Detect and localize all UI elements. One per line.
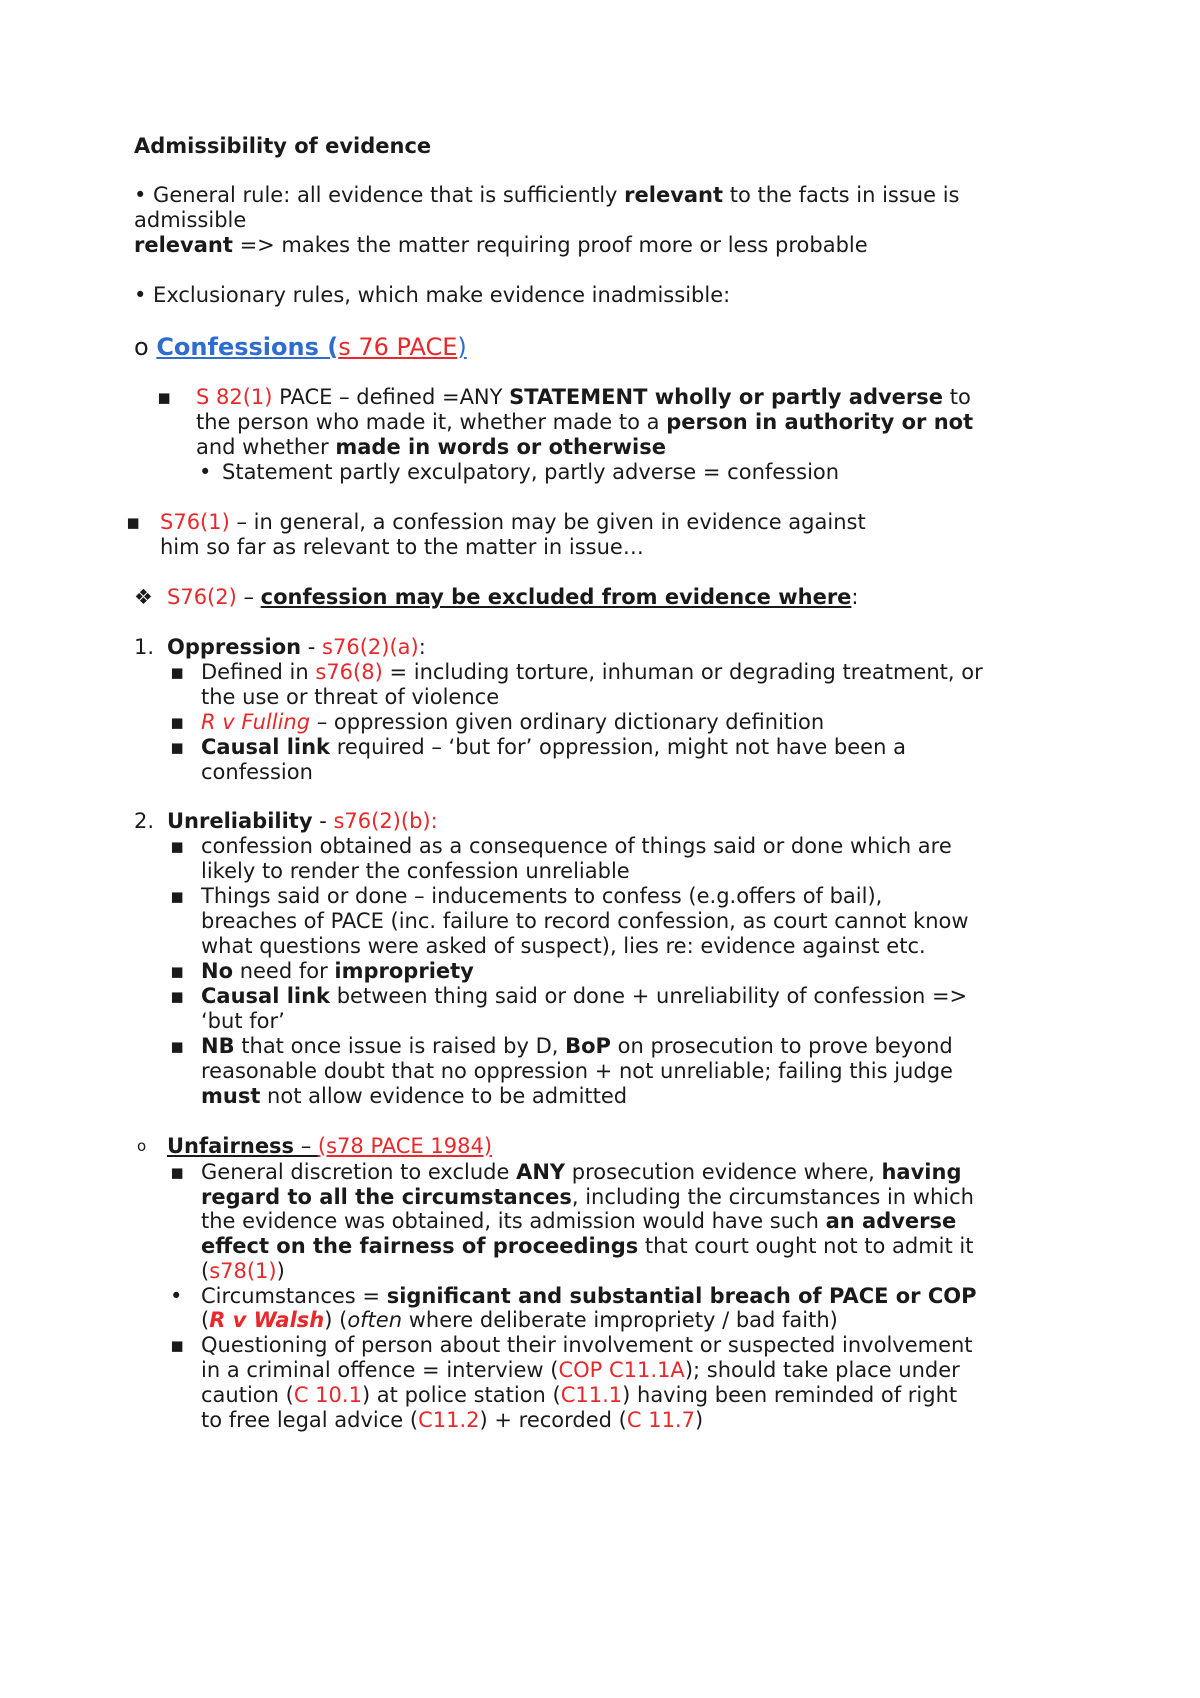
- text-run: that court ought not to admit it: [638, 1234, 974, 1258]
- text-run: -: [301, 635, 323, 659]
- text-run: an adverse: [825, 1209, 957, 1233]
- text-line: [196, 384, 971, 411]
- text-run: PACE – defined =ANY: [272, 385, 510, 409]
- text-run: Circumstances =: [201, 1284, 387, 1308]
- document-title: Admissibility of evidence: [134, 134, 432, 158]
- text-line: [222, 459, 839, 486]
- text-line: [201, 709, 824, 736]
- text-run: (: [201, 1308, 210, 1332]
- text-run: -: [312, 809, 334, 833]
- text-line: [201, 1382, 957, 1409]
- text-run: • Exclusionary rules, which make evidence inadmissible:: [134, 283, 731, 307]
- text-run: COP C11.1A: [558, 1358, 685, 1382]
- text-run: s 76 PACE: [338, 333, 458, 361]
- text-line: [134, 282, 730, 309]
- text-run: STATEMENT wholly or partly adverse: [509, 385, 944, 409]
- text-run: S 82(1): [196, 385, 273, 409]
- bullet-circle-icon: o: [137, 1137, 147, 1155]
- text-run: –: [294, 1134, 318, 1158]
- text-line: [201, 659, 983, 686]
- text-run: breaches of PACE (inc. failure to record confession, as court cannot know: [201, 909, 969, 933]
- bullet-square-icon: ▪: [170, 884, 185, 908]
- text-run: ): [457, 333, 467, 361]
- text-run: NB: [201, 1034, 235, 1058]
- text-run: not allow evidence to be admitted: [260, 1084, 628, 1108]
- text-run: must: [201, 1084, 261, 1108]
- text-run: confession may be excluded from evidence where: [260, 585, 852, 609]
- text-run: ) + recorded (: [479, 1408, 627, 1432]
- text-run: often: [347, 1308, 403, 1332]
- text-run: , including the circumstances in which: [571, 1185, 974, 1209]
- text-run: s78(1): [209, 1259, 277, 1283]
- text-line: [134, 232, 868, 259]
- bullet-square-icon: ▪: [170, 984, 185, 1008]
- text-line: [196, 434, 666, 461]
- text-run: Defined in: [201, 660, 316, 684]
- text-run: impropriety: [334, 959, 474, 983]
- text-run: reasonable doubt that no oppression + not unreliable; failing this judge: [201, 1059, 953, 1083]
- text-run: to: [943, 385, 971, 409]
- text-run: where deliberate impropriety / bad faith): [402, 1308, 838, 1332]
- list-number: 2.: [134, 809, 155, 833]
- text-run: – in general, a confession may be given in evidence against: [229, 510, 866, 534]
- text-run: = including torture, inhuman or degrading treatment, or: [382, 660, 983, 684]
- text-run: Statement partly exculpatory, partly adverse = confession: [222, 460, 840, 484]
- text-run: Causal link: [201, 735, 331, 759]
- text-line: [201, 1033, 953, 1060]
- text-run: o: [134, 333, 157, 361]
- text-run: Unfairness: [167, 1134, 295, 1158]
- text-line: [201, 1233, 973, 1260]
- bullet-square-icon: ▪: [170, 1333, 185, 1357]
- text-run: General discretion to exclude: [201, 1160, 517, 1184]
- text-run: person in authority or not: [666, 410, 974, 434]
- text-run: between thing said or done + unreliability of confession =>: [330, 984, 968, 1008]
- text-run: S76(2): [167, 585, 237, 609]
- text-run: what questions were asked of suspect), lies re: evidence against etc.: [201, 934, 926, 958]
- text-run: Questioning of person about their involvement or suspected involvement: [201, 1333, 973, 1357]
- text-run: C 10.1: [293, 1383, 362, 1407]
- text-run: => makes the matter requiring proof more or less probable: [232, 233, 868, 257]
- text-run: significant and substantial breach of PACE or COP: [386, 1284, 977, 1308]
- text-run: relevant: [134, 233, 233, 257]
- text-line: [167, 634, 426, 661]
- text-run: regard to all the circumstances: [201, 1185, 572, 1209]
- text-run: to the facts in issue is: [723, 183, 960, 207]
- text-line: [201, 1307, 838, 1334]
- text-run: Things said or done – inducements to confess (e.g.offers of bail),: [201, 884, 883, 908]
- text-line: [201, 1283, 977, 1310]
- text-run: ); should take place under: [684, 1358, 960, 1382]
- text-run: ): [694, 1408, 704, 1432]
- text-run: him so far as relevant to the matter in issue…: [160, 535, 644, 559]
- text-run: confession obtained as a consequence of things said or done which are: [201, 834, 952, 858]
- text-line: [196, 409, 973, 436]
- text-run: to free legal advice (: [201, 1408, 419, 1432]
- bullet-square-icon: ▪: [170, 735, 185, 759]
- text-run: s76(8): [315, 660, 383, 684]
- text-run: ) at police station (: [361, 1383, 561, 1407]
- text-run: the use or threat of violence: [201, 685, 500, 709]
- text-run: s76(2)(b):: [333, 809, 438, 833]
- text-run: R v Walsh: [209, 1308, 325, 1332]
- section-heading-confessions: [134, 334, 467, 361]
- text-run: • General rule: all evidence that is sufficiently: [134, 183, 625, 207]
- bullet-square-icon: ▪: [170, 660, 185, 684]
- bullet-square-icon: ▪: [170, 1034, 185, 1058]
- bullet-dot-icon: •: [199, 460, 212, 484]
- text-line: [201, 1184, 974, 1211]
- bullet-dot-icon: •: [170, 1284, 183, 1308]
- text-run: admissible: [134, 208, 247, 232]
- text-line: [167, 1133, 492, 1160]
- text-line: [201, 958, 474, 985]
- bullet-square-icon: ▪: [170, 710, 185, 734]
- text-run: C11.2: [418, 1408, 480, 1432]
- text-run: ) (: [324, 1308, 348, 1332]
- text-line: [201, 933, 926, 960]
- text-run: (: [201, 1259, 210, 1283]
- text-run: ANY: [516, 1160, 566, 1184]
- text-line: [160, 509, 866, 536]
- text-line: [201, 1258, 285, 1285]
- text-line: [134, 182, 960, 209]
- text-run: having: [881, 1160, 962, 1184]
- text-run: ) having been reminded of right: [622, 1383, 958, 1407]
- text-run: S76(1): [160, 510, 230, 534]
- text-run: the person who made it, whether made to a: [196, 410, 667, 434]
- text-line: [201, 983, 967, 1010]
- text-run: Unreliability: [167, 809, 313, 833]
- text-run: :: [418, 635, 426, 659]
- text-run: the evidence was obtained, its admission would have such: [201, 1209, 826, 1233]
- text-run: prosecution evidence where,: [565, 1160, 882, 1184]
- text-line: [201, 1208, 956, 1235]
- text-run: R v Fulling: [201, 710, 311, 734]
- text-line: [201, 883, 882, 910]
- text-run: ‘but for’: [201, 1009, 285, 1033]
- text-run: likely to render the confession unreliable: [201, 859, 630, 883]
- text-run: –: [236, 585, 261, 609]
- text-line: [201, 1407, 703, 1434]
- text-run: Causal link: [201, 984, 331, 1008]
- text-run: relevant: [624, 183, 724, 207]
- text-run: C11.1: [560, 1383, 623, 1407]
- text-run: C 11.7: [626, 1408, 695, 1432]
- bullet-square-icon: ▪: [126, 510, 141, 534]
- text-line: [201, 1058, 953, 1085]
- bullet-square-icon: ▪: [170, 959, 185, 983]
- text-run: Oppression: [167, 635, 302, 659]
- list-number: 1.: [134, 635, 155, 659]
- text-run: made in words or otherwise: [335, 435, 666, 459]
- bullet-square-icon: ▪: [157, 385, 172, 409]
- text-run: – oppression given ordinary dictionary definition: [310, 710, 825, 734]
- text-line: [167, 808, 438, 835]
- text-run: (s78 PACE 1984): [317, 1134, 493, 1158]
- text-line: [201, 908, 969, 935]
- text-run: on prosecution to prove beyond: [610, 1034, 953, 1058]
- text-run: required – ‘but for’ oppression, might not have been a: [330, 735, 906, 759]
- bullet-square-icon: ▪: [170, 834, 185, 858]
- text-line: [201, 1008, 285, 1035]
- text-run: caution (: [201, 1383, 294, 1407]
- text-run: and whether: [196, 435, 336, 459]
- text-line: [201, 734, 906, 761]
- text-line: [201, 1332, 973, 1359]
- text-run: :: [851, 585, 859, 609]
- bullet-diamond-icon: ❖: [134, 585, 153, 609]
- text-run: ): [276, 1259, 285, 1283]
- text-line: [201, 684, 499, 711]
- text-run: that once issue is raised by D,: [234, 1034, 566, 1058]
- text-line: [167, 584, 859, 611]
- text-line: [201, 1357, 960, 1384]
- bullet-square-icon: ▪: [170, 1160, 185, 1184]
- text-line: [160, 534, 644, 561]
- text-run: need for: [233, 959, 335, 983]
- text-run: s76(2)(a): [322, 635, 419, 659]
- text-run: effect on the fairness of proceedings: [201, 1234, 639, 1258]
- text-run: in a criminal offence = interview (: [201, 1358, 559, 1382]
- text-line: [134, 207, 246, 234]
- text-run: confession: [201, 760, 313, 784]
- text-line: [201, 858, 630, 885]
- text-line: [201, 1083, 627, 1110]
- text-run: BoP: [565, 1034, 611, 1058]
- text-run: No: [201, 959, 234, 983]
- text-line: [201, 1159, 961, 1186]
- text-line: [201, 833, 952, 860]
- text-line: [201, 759, 313, 786]
- text-run: Confessions (: [156, 333, 339, 361]
